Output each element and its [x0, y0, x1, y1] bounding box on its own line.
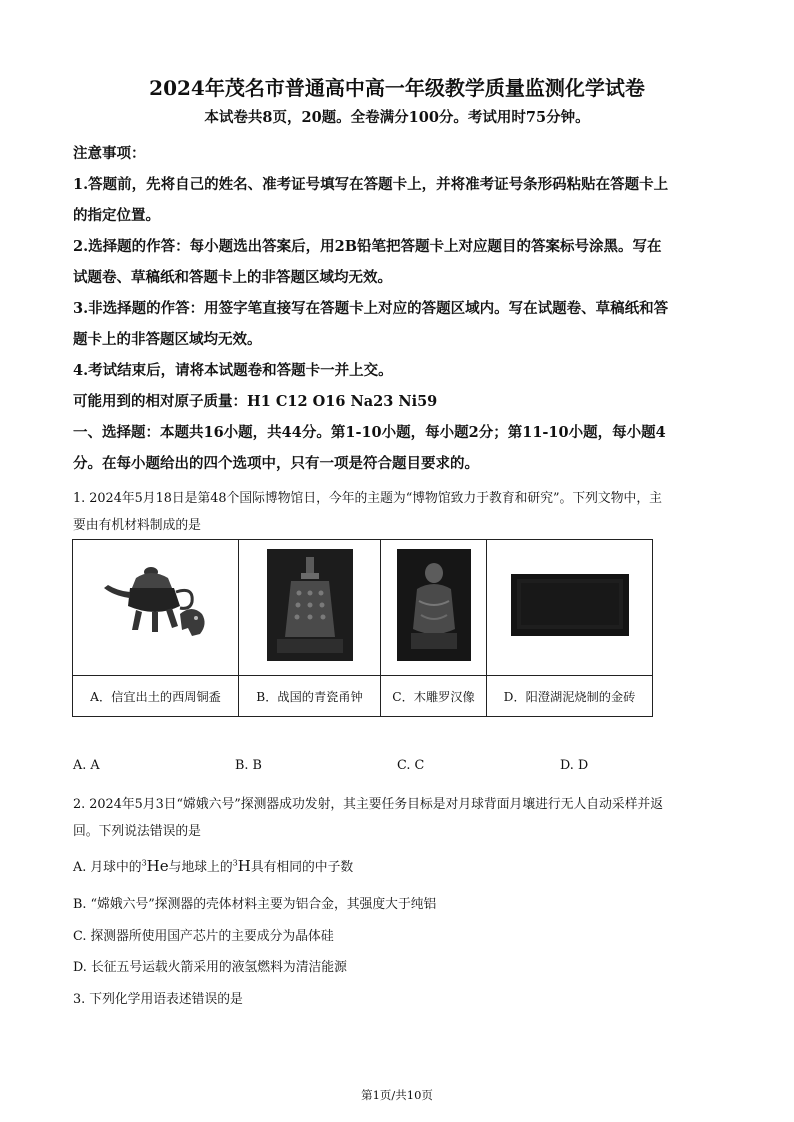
notice-line-6: 题卡上的非答题区域均无效。	[73, 331, 262, 348]
q2-a-element-2: H	[237, 857, 251, 875]
q1-option-a[interactable]: A. A	[73, 758, 100, 773]
artifact-image-cell-d	[487, 540, 653, 676]
q2-option-b[interactable]: B. “嫦娥六号”探测器的壳体材料主要为铝合金，其强度大于纯铝	[73, 897, 437, 912]
wooden-arhat-image	[397, 549, 471, 661]
q2-option-a[interactable]	[73, 856, 733, 875]
caption-d: D．阳澄湖泥烧制的金砖	[487, 676, 653, 717]
q2-a-element-1: He	[146, 857, 169, 875]
artifact-images-row	[73, 540, 653, 676]
q3-stem-line-1: 3. 下列化学用语表述错误的是	[73, 992, 243, 1007]
artifact-captions-row	[73, 676, 653, 717]
artifact-image-cell-b	[239, 540, 381, 676]
q1-stem-line-1: 1. 2024年5月18日是第48个国际博物馆日，今年的主题为“博物馆致力于教育和研究”。下列文物中，主	[73, 491, 662, 506]
celadon-bell-image	[267, 549, 353, 661]
q2-stem-line-2: 回。下列说法错误的是	[73, 824, 201, 839]
caption-c: C．木雕罗汉像	[381, 676, 487, 717]
q2-a-mass-number-2: 3	[232, 858, 238, 868]
page-title: 2024年茂名市普通高中高一年级教学质量监测化学试卷	[149, 76, 645, 100]
artifact-image-cell-a	[73, 540, 239, 676]
notice-line-2: 的指定位置。	[73, 207, 160, 224]
q2-a-prefix: A. 月球中的	[73, 860, 142, 875]
q2-a-suffix: 具有相同的中子数	[250, 860, 354, 875]
q2-stem-line-1: 2. 2024年5月3日“嫦娥六号”探测器成功发射，其主要任务目标是对月球背面月壤进行无人自动采样并返	[73, 797, 664, 812]
caption-b: B．战国的青瓷甬钟	[239, 676, 381, 717]
q2-a-middle: 与地球上的	[168, 860, 233, 875]
section-heading-line-1: 一、选择题：本题共16小题，共44分。第1-10小题，每小题2分；第11-10小题，每小题4	[73, 424, 666, 441]
notice-line-1: 1.答题前，先将自己的姓名、准考证号填写在答题卡上，并将准考证号条形码粘贴在答题卡上	[73, 176, 669, 193]
exam-info: 本试卷共8页，20题。全卷满分100分。考试用时75分钟。	[204, 109, 590, 126]
q2-option-d[interactable]: D. 长征五号运载火箭采用的液氢燃料为清洁能源	[73, 960, 347, 975]
q1-option-d[interactable]: D. D	[560, 758, 589, 773]
q1-option-c[interactable]: C. C	[397, 758, 425, 773]
notice-line-3: 2.选择题的作答：每小题选出答案后，用2B铅笔把答题卡上对应题目的答案标号涂黑。写在	[73, 238, 662, 255]
notice-line-5: 3.非选择题的作答：用签字笔直接写在答题卡上对应的答题区域内。写在试题卷、草稿纸和答	[73, 300, 669, 317]
atomic-mass-line: 可能用到的相对原子质量：H1 C12 O16 Na23 Ni59	[73, 393, 438, 410]
page-number: 第1页/共10页	[361, 1088, 433, 1102]
artifact-table	[72, 539, 653, 717]
bronze-he-vessel-image	[96, 558, 216, 653]
q1-option-b[interactable]: B. B	[235, 758, 262, 773]
q2-a-mass-number-1: 3	[141, 858, 147, 868]
q1-stem-line-2: 要由有机材料制成的是	[73, 518, 201, 533]
notice-heading: 注意事项：	[73, 145, 146, 162]
notice-line-4: 试题卷、草稿纸和答题卡上的非答题区域均无效。	[73, 269, 392, 286]
q2-option-c[interactable]: C. 探测器所使用国产芯片的主要成分为晶体硅	[73, 929, 334, 944]
caption-a: A．信宜出土的西周铜盉	[73, 676, 239, 717]
section-heading-line-2: 分。在每小题给出的四个选项中，只有一项是符合题目要求的。	[73, 455, 479, 472]
artifact-image-cell-c	[381, 540, 487, 676]
gold-brick-image	[511, 574, 629, 636]
notice-line-7: 4.考试结束后，请将本试题卷和答题卡一并上交。	[73, 362, 393, 379]
